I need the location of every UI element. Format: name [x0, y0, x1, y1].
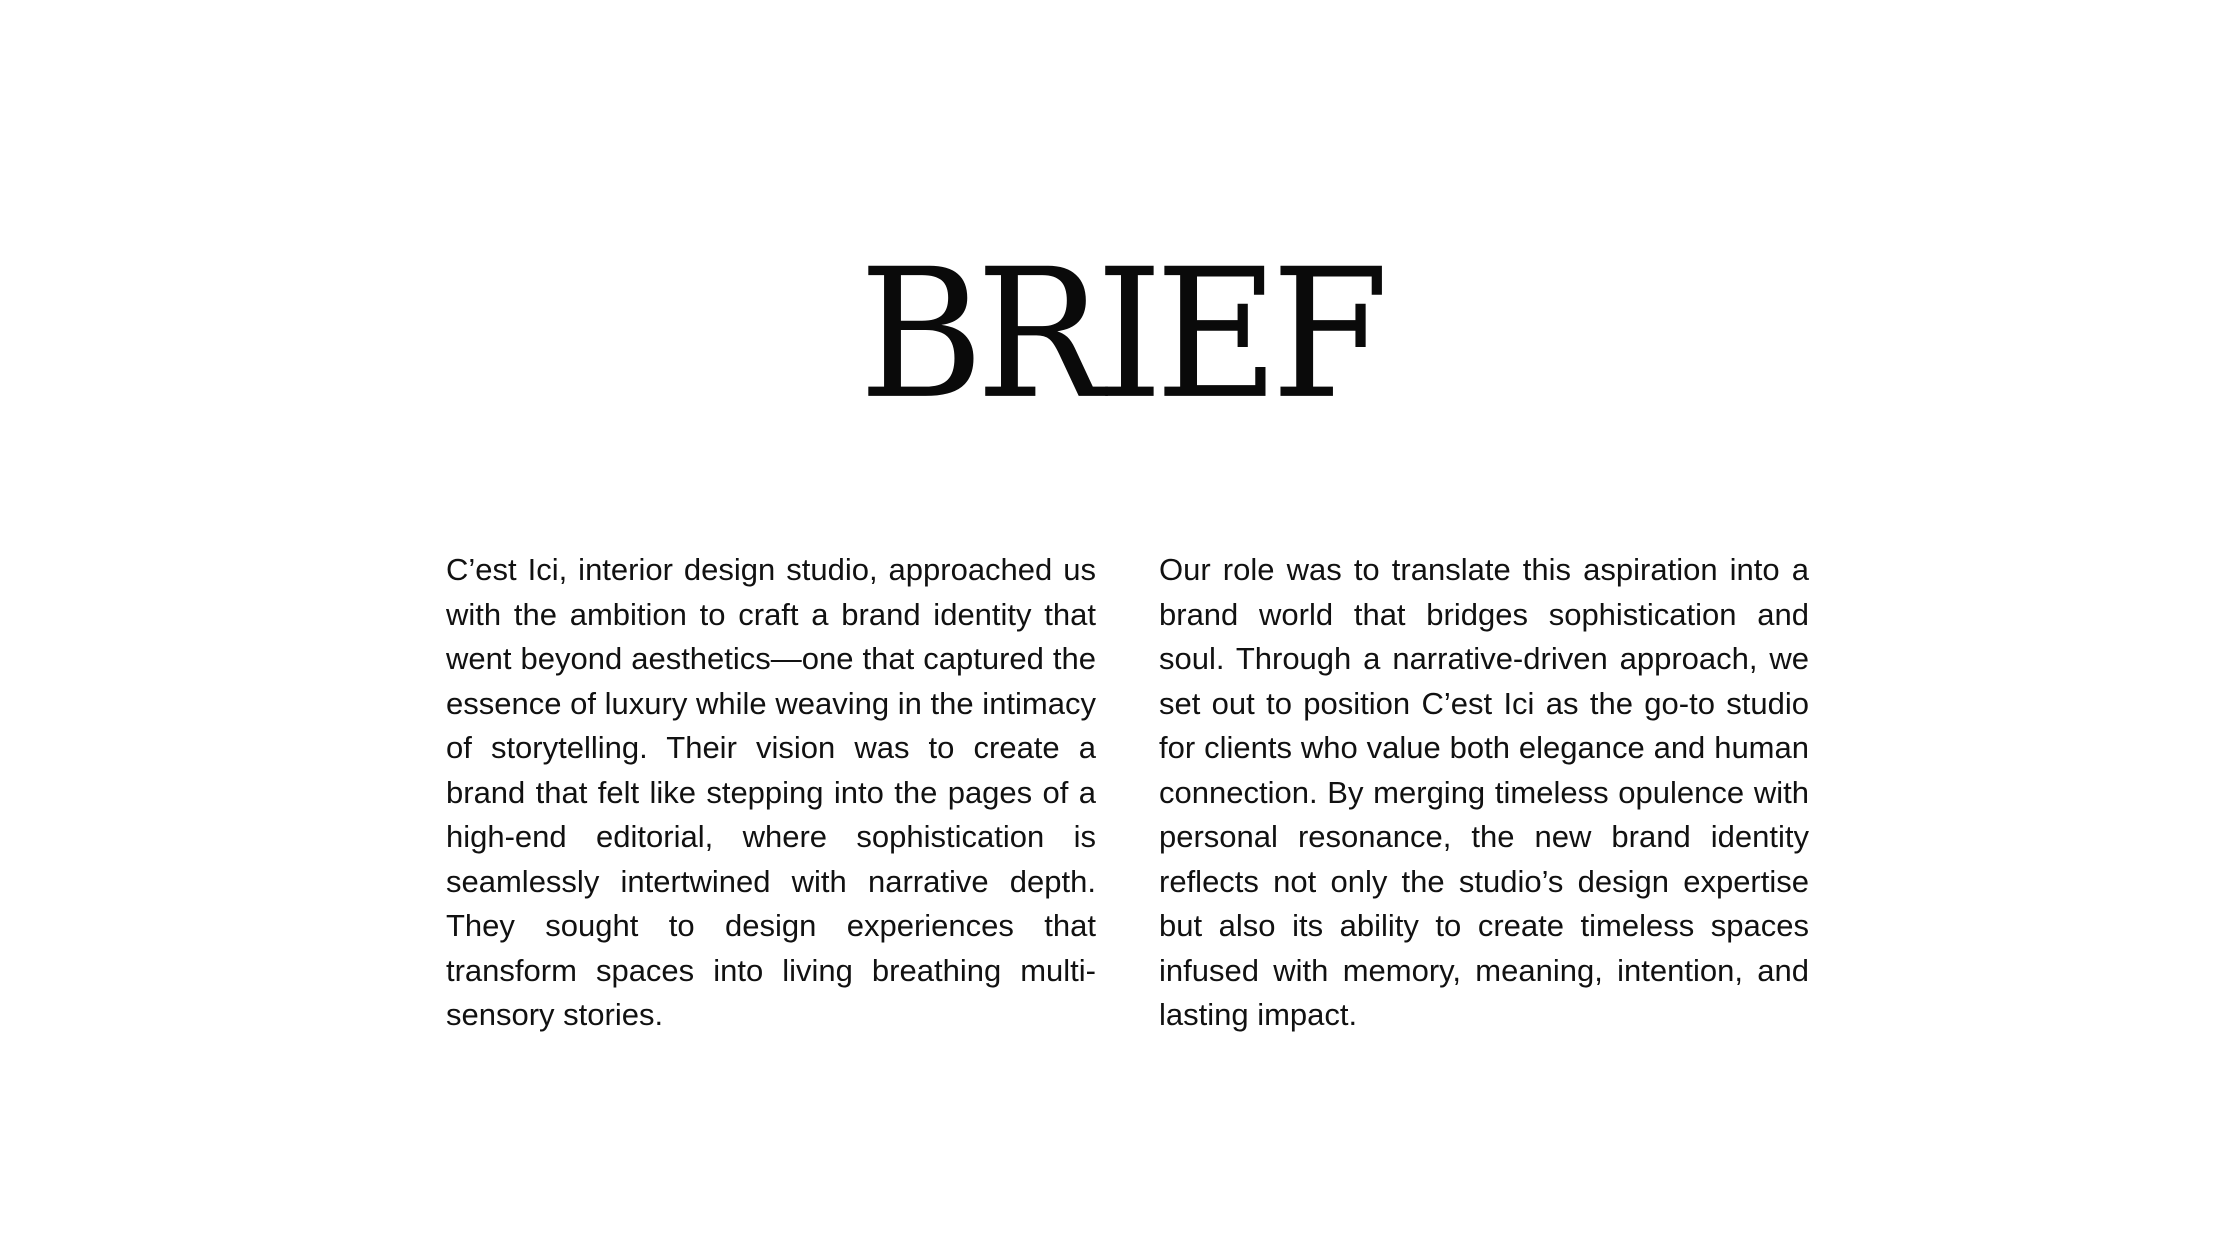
page-title: BRIEF — [858, 231, 1382, 439]
brief-paragraph-right: Our role was to translate this aspiration into a brand world that bridges sophistication and soul. Through a narrative-driven approach, we set out to position C’est Ici as the go-to studio for clients who value both elegance and human connection. By merging timeless opulence with personal resonance, the new brand identity reflects not only the studio’s design expertise but also its ability to create timeless spaces infused with memory, meaning, intention, and lasting impact. — [1159, 552, 1809, 1032]
brief-paragraph-left: C’est Ici, interior design studio, approached us with the ambition to craft a brand identity that went beyond aesthetics—one that captured the essence of luxury while weaving in the intimacy of storytelling. Their vision was to create a brand that felt like stepping into the pages of a high-end editorial, where sophistication is seamlessly intertwined with narrative depth. They sought to design experiences that transform spaces into living breathing multi-sensory stories. — [446, 552, 1096, 1032]
